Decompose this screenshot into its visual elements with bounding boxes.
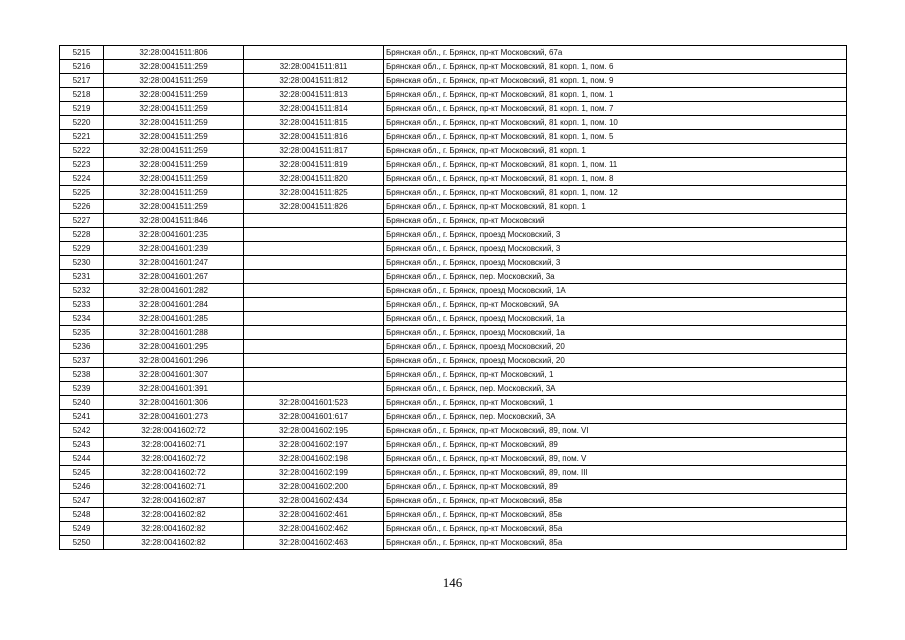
object-cadastral-number-cell [244, 256, 384, 270]
address-cell: Брянская обл., г. Брянск, пр-кт Московский, 81 корп. 1, пом. 12 [384, 186, 847, 200]
row-number-cell: 5238 [60, 368, 104, 382]
address-cell: Брянская обл., г. Брянск, пр-кт Московский, 1 [384, 368, 847, 382]
table-row [60, 382, 847, 396]
row-number-cell: 5241 [60, 410, 104, 424]
table-row [60, 396, 847, 410]
page-number: 146 [442, 575, 463, 590]
table-row [60, 354, 847, 368]
address-cell: Брянская обл., г. Брянск, пр-кт Московский, 81 корп. 1, пом. 10 [384, 116, 847, 130]
object-cadastral-number-cell: 32:28:0041511:815 [244, 116, 384, 130]
table-row [60, 368, 847, 382]
object-cadastral-number-cell: 32:28:0041511:816 [244, 130, 384, 144]
parcel-cadastral-number-cell: 32:28:0041511:846 [104, 214, 244, 228]
object-cadastral-number-cell [244, 242, 384, 256]
row-number-cell: 5227 [60, 214, 104, 228]
row-number-cell: 5226 [60, 200, 104, 214]
row-number-cell: 5221 [60, 130, 104, 144]
object-cadastral-number-cell: 32:28:0041511:812 [244, 74, 384, 88]
object-cadastral-number-cell: 32:28:0041602:200 [244, 480, 384, 494]
object-cadastral-number-cell: 32:28:0041511:814 [244, 102, 384, 116]
row-number-cell: 5220 [60, 116, 104, 130]
object-cadastral-number-cell [244, 46, 384, 60]
parcel-cadastral-number-cell: 32:28:0041602:72 [104, 466, 244, 480]
address-cell: Брянская обл., г. Брянск, проезд Московский, 3 [384, 256, 847, 270]
table-row [60, 536, 847, 550]
table-row [60, 60, 847, 74]
object-cadastral-number-cell [244, 326, 384, 340]
object-cadastral-number-cell: 32:28:0041511:825 [244, 186, 384, 200]
row-number-cell: 5231 [60, 270, 104, 284]
table-row [60, 172, 847, 186]
table-row [60, 340, 847, 354]
address-cell: Брянская обл., г. Брянск, пр-кт Московский, 89, пом. VI [384, 424, 847, 438]
row-number-cell: 5239 [60, 382, 104, 396]
address-cell: Брянская обл., г. Брянск, пр-кт Московский [384, 214, 847, 228]
address-cell: Брянская обл., г. Брянск, проезд Московский, 20 [384, 354, 847, 368]
table-row [60, 424, 847, 438]
table-row [60, 102, 847, 116]
address-cell: Брянская обл., г. Брянск, пр-кт Московский, 89 [384, 438, 847, 452]
parcel-cadastral-number-cell: 32:28:0041601:307 [104, 368, 244, 382]
row-number-cell: 5248 [60, 508, 104, 522]
object-cadastral-number-cell [244, 214, 384, 228]
object-cadastral-number-cell: 32:28:0041602:463 [244, 536, 384, 550]
address-cell: Брянская обл., г. Брянск, пр-кт Московский, 85а [384, 536, 847, 550]
address-cell: Брянская обл., г. Брянск, пер. Московский, 3а [384, 270, 847, 284]
object-cadastral-number-cell [244, 298, 384, 312]
address-cell: Брянская обл., г. Брянск, пр-кт Московский, 81 корп. 1, пом. 1 [384, 88, 847, 102]
row-number-cell: 5234 [60, 312, 104, 326]
property-registry-table [59, 45, 847, 550]
address-cell: Брянская обл., г. Брянск, пр-кт Московский, 81 корп. 1, пом. 8 [384, 172, 847, 186]
object-cadastral-number-cell [244, 270, 384, 284]
object-cadastral-number-cell [244, 354, 384, 368]
parcel-cadastral-number-cell: 32:28:0041511:259 [104, 74, 244, 88]
object-cadastral-number-cell: 32:28:0041602:461 [244, 508, 384, 522]
address-cell: Брянская обл., г. Брянск, проезд Московский, 3 [384, 242, 847, 256]
object-cadastral-number-cell [244, 284, 384, 298]
parcel-cadastral-number-cell: 32:28:0041601:391 [104, 382, 244, 396]
object-cadastral-number-cell: 32:28:0041511:817 [244, 144, 384, 158]
parcel-cadastral-number-cell: 32:28:0041601:267 [104, 270, 244, 284]
object-cadastral-number-cell [244, 340, 384, 354]
row-number-cell: 5222 [60, 144, 104, 158]
table-row [60, 326, 847, 340]
address-cell: Брянская обл., г. Брянск, пер. Московский, 3А [384, 382, 847, 396]
row-number-cell: 5237 [60, 354, 104, 368]
address-cell: Брянская обл., г. Брянск, пр-кт Московский, 81 корп. 1 [384, 144, 847, 158]
table-row [60, 158, 847, 172]
parcel-cadastral-number-cell: 32:28:0041602:82 [104, 508, 244, 522]
parcel-cadastral-number-cell: 32:28:0041511:259 [104, 88, 244, 102]
parcel-cadastral-number-cell: 32:28:0041601:285 [104, 312, 244, 326]
table-row [60, 270, 847, 284]
parcel-cadastral-number-cell: 32:28:0041602:72 [104, 424, 244, 438]
table-row [60, 144, 847, 158]
parcel-cadastral-number-cell: 32:28:0041601:235 [104, 228, 244, 242]
object-cadastral-number-cell: 32:28:0041511:820 [244, 172, 384, 186]
parcel-cadastral-number-cell: 32:28:0041601:282 [104, 284, 244, 298]
row-number-cell: 5223 [60, 158, 104, 172]
row-number-cell: 5244 [60, 452, 104, 466]
object-cadastral-number-cell: 32:28:0041602:197 [244, 438, 384, 452]
table-row [60, 508, 847, 522]
parcel-cadastral-number-cell: 32:28:0041602:82 [104, 536, 244, 550]
address-cell: Брянская обл., г. Брянск, проезд Московский, 1А [384, 284, 847, 298]
table-row [60, 466, 847, 480]
parcel-cadastral-number-cell: 32:28:0041602:72 [104, 452, 244, 466]
address-cell: Брянская обл., г. Брянск, пер. Московский, 3А [384, 410, 847, 424]
table-row [60, 74, 847, 88]
address-cell: Брянская обл., г. Брянск, пр-кт Московский, 81 корп. 1, пом. 9 [384, 74, 847, 88]
registry-table-body [60, 46, 847, 550]
address-cell: Брянская обл., г. Брянск, пр-кт Московский, 81 корп. 1, пом. 7 [384, 102, 847, 116]
row-number-cell: 5249 [60, 522, 104, 536]
object-cadastral-number-cell: 32:28:0041511:826 [244, 200, 384, 214]
parcel-cadastral-number-cell: 32:28:0041511:806 [104, 46, 244, 60]
table-row [60, 298, 847, 312]
address-cell: Брянская обл., г. Брянск, пр-кт Московский, 1 [384, 396, 847, 410]
parcel-cadastral-number-cell: 32:28:0041601:288 [104, 326, 244, 340]
address-cell: Брянская обл., г. Брянск, проезд Московский, 20 [384, 340, 847, 354]
object-cadastral-number-cell: 32:28:0041511:819 [244, 158, 384, 172]
address-cell: Брянская обл., г. Брянск, пр-кт Московский, 89, пом. V [384, 452, 847, 466]
parcel-cadastral-number-cell: 32:28:0041601:239 [104, 242, 244, 256]
row-number-cell: 5216 [60, 60, 104, 74]
parcel-cadastral-number-cell: 32:28:0041511:259 [104, 144, 244, 158]
parcel-cadastral-number-cell: 32:28:0041601:295 [104, 340, 244, 354]
parcel-cadastral-number-cell: 32:28:0041511:259 [104, 200, 244, 214]
row-number-cell: 5230 [60, 256, 104, 270]
object-cadastral-number-cell [244, 368, 384, 382]
table-row [60, 88, 847, 102]
table-row [60, 116, 847, 130]
row-number-cell: 5232 [60, 284, 104, 298]
table-row [60, 186, 847, 200]
address-cell: Брянская обл., г. Брянск, пр-кт Московский, 67а [384, 46, 847, 60]
address-cell: Брянская обл., г. Брянск, пр-кт Московский, 89, пом. III [384, 466, 847, 480]
row-number-cell: 5215 [60, 46, 104, 60]
object-cadastral-number-cell: 32:28:0041511:811 [244, 60, 384, 74]
table-row [60, 256, 847, 270]
row-number-cell: 5236 [60, 340, 104, 354]
table-row [60, 46, 847, 60]
object-cadastral-number-cell [244, 228, 384, 242]
parcel-cadastral-number-cell: 32:28:0041602:82 [104, 522, 244, 536]
parcel-cadastral-number-cell: 32:28:0041602:71 [104, 438, 244, 452]
table-row [60, 522, 847, 536]
address-cell: Брянская обл., г. Брянск, пр-кт Московский, 89 [384, 480, 847, 494]
object-cadastral-number-cell: 32:28:0041511:813 [244, 88, 384, 102]
address-cell: Брянская обл., г. Брянск, пр-кт Московский, 9А [384, 298, 847, 312]
parcel-cadastral-number-cell: 32:28:0041511:259 [104, 158, 244, 172]
row-number-cell: 5225 [60, 186, 104, 200]
row-number-cell: 5242 [60, 424, 104, 438]
table-row [60, 410, 847, 424]
table-row [60, 284, 847, 298]
row-number-cell: 5233 [60, 298, 104, 312]
address-cell: Брянская обл., г. Брянск, проезд Московский, 3 [384, 228, 847, 242]
parcel-cadastral-number-cell: 32:28:0041601:247 [104, 256, 244, 270]
object-cadastral-number-cell: 32:28:0041602:434 [244, 494, 384, 508]
address-cell: Брянская обл., г. Брянск, пр-кт Московский, 81 корп. 1 [384, 200, 847, 214]
row-number-cell: 5217 [60, 74, 104, 88]
parcel-cadastral-number-cell: 32:28:0041601:296 [104, 354, 244, 368]
address-cell: Брянская обл., г. Брянск, пр-кт Московский, 81 корп. 1, пом. 5 [384, 130, 847, 144]
row-number-cell: 5240 [60, 396, 104, 410]
table-row [60, 480, 847, 494]
object-cadastral-number-cell: 32:28:0041602:195 [244, 424, 384, 438]
row-number-cell: 5228 [60, 228, 104, 242]
row-number-cell: 5218 [60, 88, 104, 102]
parcel-cadastral-number-cell: 32:28:0041511:259 [104, 116, 244, 130]
object-cadastral-number-cell: 32:28:0041602:199 [244, 466, 384, 480]
parcel-cadastral-number-cell: 32:28:0041602:87 [104, 494, 244, 508]
parcel-cadastral-number-cell: 32:28:0041602:71 [104, 480, 244, 494]
address-cell: Брянская обл., г. Брянск, пр-кт Московский, 81 корп. 1, пом. 11 [384, 158, 847, 172]
parcel-cadastral-number-cell: 32:28:0041511:259 [104, 186, 244, 200]
parcel-cadastral-number-cell: 32:28:0041511:259 [104, 130, 244, 144]
row-number-cell: 5246 [60, 480, 104, 494]
address-cell: Брянская обл., г. Брянск, проезд Московский, 1а [384, 326, 847, 340]
object-cadastral-number-cell [244, 312, 384, 326]
table-row [60, 312, 847, 326]
row-number-cell: 5235 [60, 326, 104, 340]
address-cell: Брянская обл., г. Брянск, пр-кт Московский, 85в [384, 508, 847, 522]
table-row [60, 438, 847, 452]
row-number-cell: 5224 [60, 172, 104, 186]
table-row [60, 228, 847, 242]
table-row [60, 200, 847, 214]
parcel-cadastral-number-cell: 32:28:0041511:259 [104, 102, 244, 116]
address-cell: Брянская обл., г. Брянск, пр-кт Московский, 85в [384, 494, 847, 508]
table-row [60, 494, 847, 508]
parcel-cadastral-number-cell: 32:28:0041601:284 [104, 298, 244, 312]
table-row [60, 214, 847, 228]
address-cell: Брянская обл., г. Брянск, пр-кт Московский, 85а [384, 522, 847, 536]
row-number-cell: 5219 [60, 102, 104, 116]
row-number-cell: 5247 [60, 494, 104, 508]
object-cadastral-number-cell: 32:28:0041601:523 [244, 396, 384, 410]
parcel-cadastral-number-cell: 32:28:0041601:306 [104, 396, 244, 410]
parcel-cadastral-number-cell: 32:28:0041511:259 [104, 172, 244, 186]
object-cadastral-number-cell [244, 382, 384, 396]
row-number-cell: 5229 [60, 242, 104, 256]
address-cell: Брянская обл., г. Брянск, пр-кт Московский, 81 корп. 1, пом. 6 [384, 60, 847, 74]
table-row [60, 452, 847, 466]
object-cadastral-number-cell: 32:28:0041602:462 [244, 522, 384, 536]
row-number-cell: 5243 [60, 438, 104, 452]
object-cadastral-number-cell: 32:28:0041602:198 [244, 452, 384, 466]
row-number-cell: 5245 [60, 466, 104, 480]
parcel-cadastral-number-cell: 32:28:0041601:273 [104, 410, 244, 424]
address-cell: Брянская обл., г. Брянск, проезд Московский, 1а [384, 312, 847, 326]
row-number-cell: 5250 [60, 536, 104, 550]
object-cadastral-number-cell: 32:28:0041601:617 [244, 410, 384, 424]
table-row [60, 242, 847, 256]
table-row [60, 130, 847, 144]
parcel-cadastral-number-cell: 32:28:0041511:259 [104, 60, 244, 74]
